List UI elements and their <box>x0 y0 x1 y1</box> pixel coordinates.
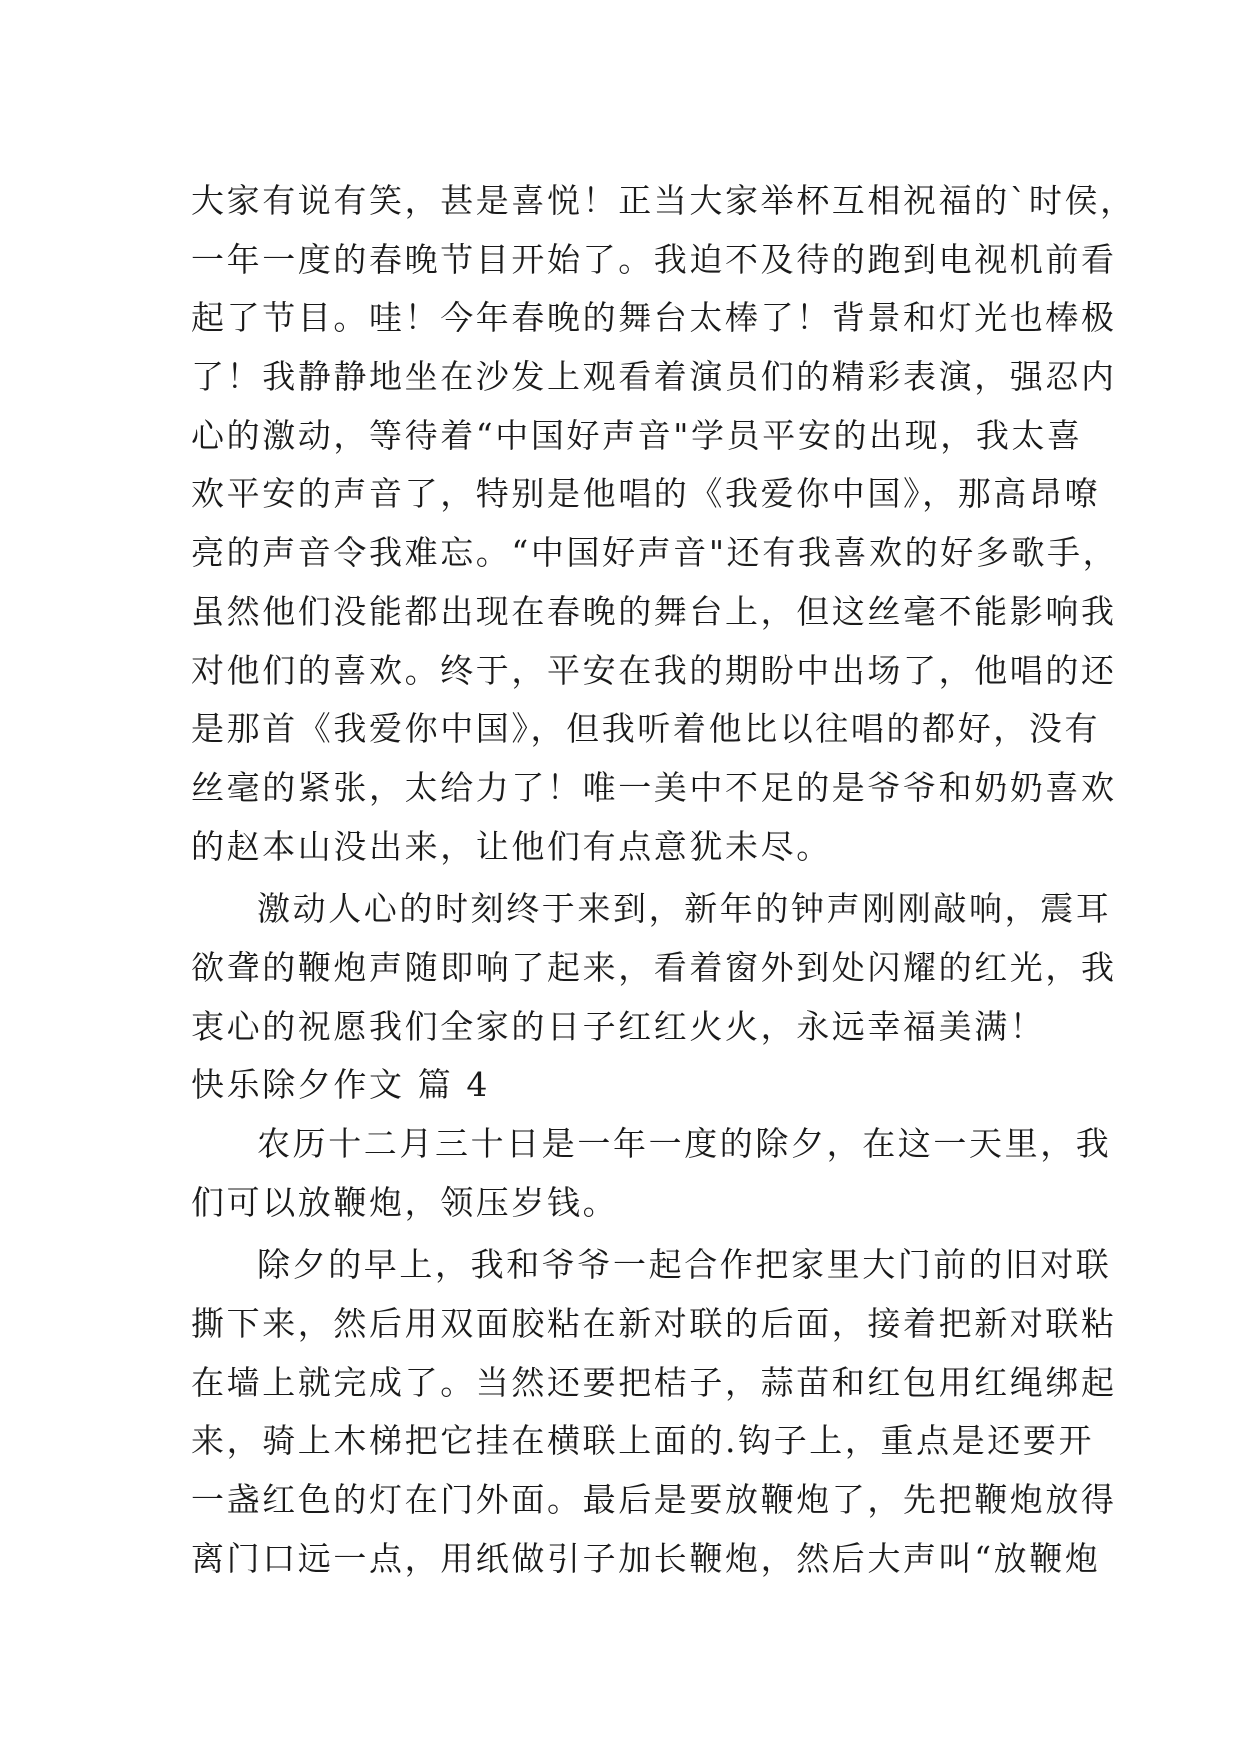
text-line: 了！我静静地坐在沙发上观看着演员们的精彩表演，强忍内 <box>191 357 1117 397</box>
document-body <box>191 172 1136 1589</box>
text-line: 的赵本山没出来，让他们有点意犹未尽。 <box>191 826 832 866</box>
text-line: 对他们的喜欢。终于，平安在我的期盼中出场了，他唱的还 <box>191 650 1117 690</box>
text-line: 一盏红色的灯在门外面。最后是要放鞭炮了，先把鞭炮放得 <box>191 1480 1117 1520</box>
paragraph-new-year-bell <box>191 880 1117 1056</box>
section-title: 快乐除夕作文 篇 4 <box>191 1065 490 1105</box>
text-line: 离门口远一点，用纸做引子加长鞭炮，然后大声叫“放鞭炮 <box>191 1538 1101 1578</box>
paragraph-couplets-firecrackers <box>191 1236 1117 1588</box>
text-line: 欲聋的鞭炮声随即响了起来，看着窗外到处闪耀的红光，我 <box>191 947 1117 987</box>
text-line: 虽然他们没能都出现在春晚的舞台上，但这丝毫不能影响我 <box>191 591 1117 631</box>
text-line: 在墙上就完成了。当然还要把桔子，蒜苗和红包用红绳绑起 <box>191 1362 1117 1402</box>
text-line: 们可以放鞭炮，领压岁钱。 <box>191 1182 619 1222</box>
text-line: 欢平安的声音了，特别是他唱的《我爱你中国》，那高昂嘹 <box>191 474 1101 514</box>
text-line: 一年一度的春晚节目开始了。我迫不及待的跑到电视机前看 <box>191 239 1117 279</box>
text-line: 农历十二月三十日是一年一度的除夕，在这一天里，我 <box>257 1124 1112 1163</box>
paragraph-lunar-new-year-eve <box>191 1115 1112 1232</box>
text-line: 心的激动，等待着“中国好声音"学员平安的出现，我太喜 <box>191 415 1083 455</box>
text-line: 起了节目。哇！今年春晚的舞台太棒了！背景和灯光也棒极 <box>191 298 1117 338</box>
text-line: 来，骑上木梯把它挂在横联上面的.钩子上，重点是还要开 <box>191 1421 1095 1461</box>
text-line: 丝毫的紧张，太给力了！唯一美中不足的是爷爷和奶奶喜欢 <box>191 767 1117 807</box>
text-line: 激动人心的时刻终于来到，新年的钟声刚刚敲响，震耳 <box>257 889 1112 929</box>
text-line: 大家有说有笑，甚是喜悦！正当大家举杯互相祝福的`时侯， <box>191 181 1136 220</box>
text-line: 除夕的早上，我和爷爷一起合作把家里大门前的旧对联 <box>257 1245 1112 1285</box>
text-line: 撕下来，然后用双面胶粘在新对联的后面，接着把新对联粘 <box>191 1304 1117 1344</box>
text-line: 是那首《我爱你中国》，但我听着他比以往唱的都好，没有 <box>191 709 1101 749</box>
text-line: 衷心的祝愿我们全家的日子红红火火，永远幸福美满！ <box>191 1006 1046 1046</box>
paragraph-family-gala <box>191 172 1136 876</box>
text-line: 亮的声音令我难忘。“中国好声音"还有我喜欢的好多歌手， <box>191 533 1119 573</box>
